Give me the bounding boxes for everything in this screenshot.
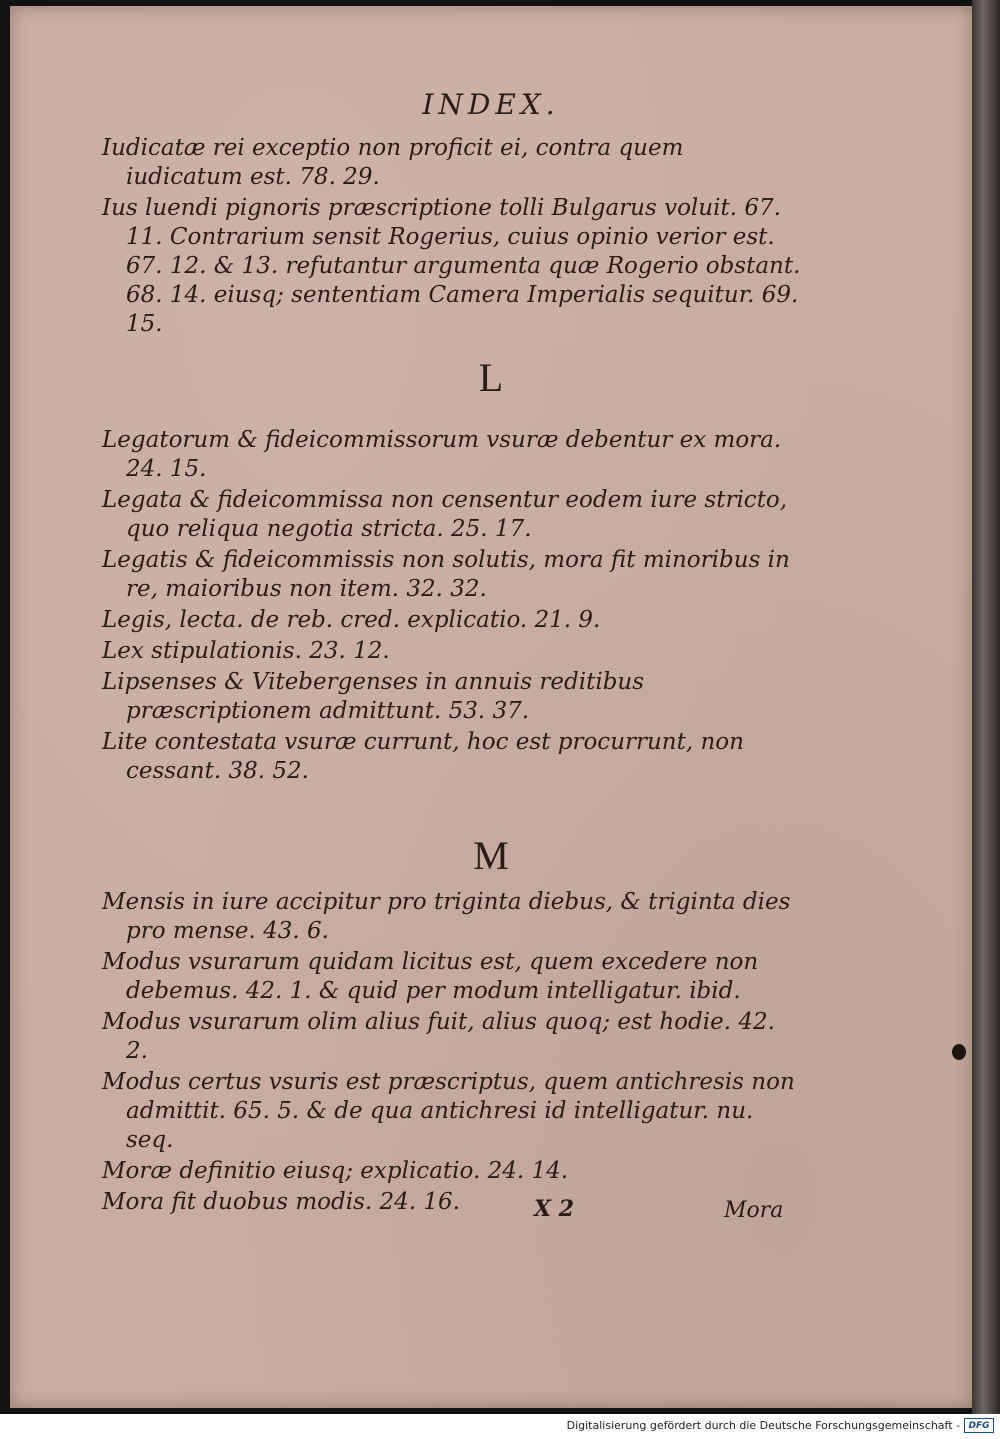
- index-section-i: [102, 134, 802, 341]
- dfg-logo-icon: DFG: [964, 1418, 994, 1433]
- index-section-l: [102, 426, 802, 788]
- section-letter-l: L: [478, 355, 504, 400]
- footer-credit: Digitalisierung gefördert durch die Deutsche Forschungsgemeinschaft -: [566, 1419, 960, 1432]
- signature-mark: X 2: [534, 1196, 575, 1222]
- index-entry: Ius luendi pignoris præscriptione tolli Bulgarus voluit. 67. 11. Contrarium sensit Rogerius, cuius opinio verior est. 67. 12. & 13. refutantur argumenta quæ Rogerio obstant. 68. 14. eiusq; sententiam Camera Imperialis sequitur. 69. 15.: [102, 195, 801, 337]
- index-section-m: [102, 888, 802, 1219]
- page-header: INDEX.: [422, 88, 560, 121]
- index-entry: Mensis in iure accipitur pro triginta diebus, & triginta dies pro mense. 43. 6.: [102, 889, 791, 944]
- catchword: Mora: [724, 1198, 784, 1223]
- index-entry: Lex stipulationis. 23. 12.: [102, 638, 390, 664]
- index-entry: Lite contestata vsuræ currunt, hoc est procurrunt, non cessant. 38. 52.: [102, 729, 744, 784]
- index-entry: Modus certus vsuris est præscriptus, quem antichresis non admittit. 65. 5. & de qua antichresi id intelligatur. nu. seq.: [102, 1069, 795, 1153]
- book-page: [10, 6, 972, 1408]
- index-entry: Legatorum & fideicommissorum vsuræ debentur ex mora. 24. 15.: [102, 427, 782, 482]
- section-letter-m: M: [473, 833, 509, 878]
- index-entry: Moræ definitio eiusq; explicatio. 24. 14.: [102, 1158, 569, 1184]
- index-entry: Modus vsurarum olim alius fuit, alius quoq; est hodie. 42. 2.: [102, 1009, 775, 1064]
- index-entry: Legis, lecta. de reb. cred. explicatio. 21. 9.: [102, 607, 601, 633]
- index-entry: Legata & fideicommissa non censentur eodem iure stricto, quo reliqua negotia stricta. 25. 17.: [102, 487, 788, 542]
- index-entry: Modus vsurarum quidam licitus est, quem excedere non debemus. 42. 1. & quid per modum intelligatur. ibid.: [102, 949, 759, 1004]
- digitization-footer: [0, 1414, 1000, 1439]
- book-edge: [972, 0, 1000, 1414]
- ink-blot: [952, 1044, 966, 1060]
- index-entry: Mora fit duobus modis. 24. 16.: [102, 1189, 460, 1215]
- index-entry: Iudicatæ rei exceptio non proficit ei, contra quem iudicatum est. 78. 29.: [102, 135, 684, 190]
- index-entry: Legatis & fideicommissis non solutis, mora fit minoribus in re, maioribus non item. 32. 32.: [102, 547, 790, 602]
- index-entry: Lipsenses & Vitebergenses in annuis reditibus præscriptionem admittunt. 53. 37.: [102, 669, 645, 724]
